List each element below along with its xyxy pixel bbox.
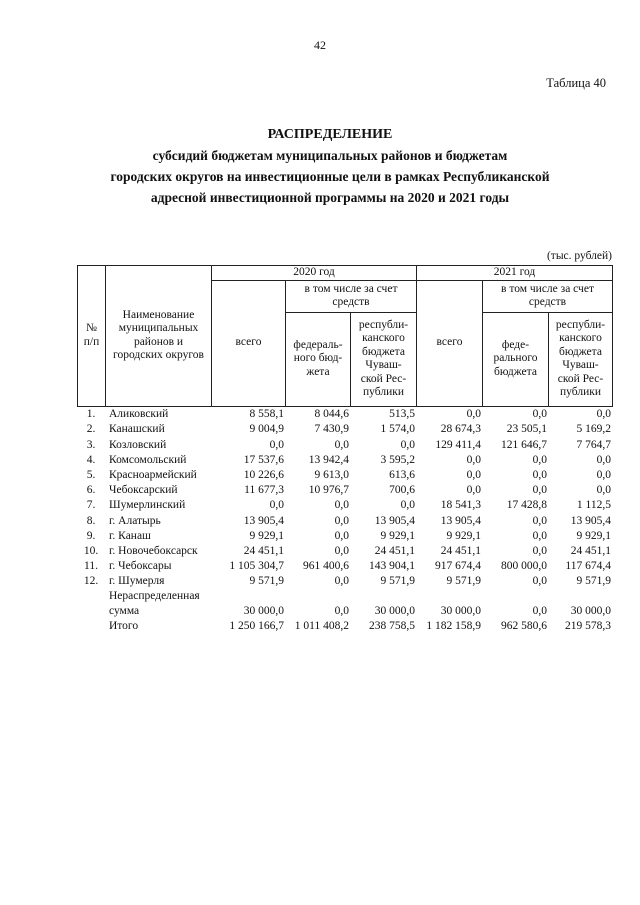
header-republic-line: Чуваш- — [562, 359, 599, 371]
header-republic-line: ской Рес- — [360, 372, 407, 385]
table-row — [77, 483, 612, 498]
cell-federal-2021: 0,0 — [532, 453, 547, 466]
cell-num: 11. — [84, 560, 98, 573]
unallocated-name-line: сумма — [109, 605, 140, 618]
cell-name: г. Чебоксары — [109, 560, 172, 573]
cell-republic-2021: 30 000,0 — [570, 605, 611, 618]
summary-rows — [77, 589, 612, 634]
cell-total-2020: 1 105 304,7 — [229, 560, 284, 573]
header-year-2020: 2020 год — [212, 266, 417, 281]
cell-num: 6. — [86, 484, 96, 497]
header-incl-line: средств — [528, 296, 567, 308]
cell-num — [77, 589, 105, 619]
cell-federal-2020: 13 942,4 — [308, 453, 349, 466]
cell-name: Комсомольский — [109, 453, 187, 466]
header-name-line: муниципальных — [118, 322, 199, 335]
header-republic-line: канского — [559, 332, 602, 344]
unallocated-name-line: Нераспределенная — [109, 590, 200, 603]
cell-total-2020: 17 537,6 — [243, 453, 284, 466]
cell-total-2021: 0,0 — [466, 484, 481, 497]
table-label: Таблица 40 — [546, 76, 606, 90]
cell-republic-2021: 9 571,9 — [576, 575, 611, 588]
cell-name: г. Канаш — [109, 529, 151, 542]
table-header — [77, 265, 613, 407]
document-title — [60, 124, 600, 208]
cell-total-2021: 30 000,0 — [440, 605, 481, 618]
table-row — [77, 422, 612, 437]
cell-federal-2020: 0,0 — [334, 575, 349, 588]
cell-republic-2021: 117 674,4 — [565, 560, 611, 573]
cell-federal-2020: 961 400,6 — [303, 560, 349, 573]
header-federal-line: рального — [493, 352, 538, 365]
cell-total-2021: 129 411,4 — [435, 438, 481, 451]
cell-name: Шумерлинский — [109, 499, 186, 512]
cell-federal-2021: 17 428,8 — [506, 499, 547, 512]
header-republic-line: публики — [560, 386, 601, 398]
cell-name: Итого — [109, 620, 139, 633]
cell-name — [105, 589, 211, 619]
cell-total-2020: 9 929,1 — [249, 529, 284, 542]
cell-name: Красноармейский — [109, 468, 197, 481]
cell-federal-2020: 0,0 — [334, 514, 349, 527]
cell-total-2020: 0,0 — [269, 438, 284, 451]
title-line-2: городских округов на инвестиционные цели в рамках Республиканской — [110, 169, 550, 184]
table-row — [77, 468, 612, 483]
table-row — [77, 529, 612, 544]
cell-num: 2. — [86, 423, 96, 436]
header-incl-2020 — [286, 280, 417, 312]
header-federal-line: ного бюд- — [293, 352, 343, 365]
cell-total-2020: 13 905,4 — [243, 514, 284, 527]
header-republic-line: республи- — [555, 318, 606, 331]
cell-republic-2021: 1 112,5 — [576, 499, 611, 512]
cell-num: 5. — [86, 468, 96, 481]
cell-total-2020: 8 558,1 — [249, 408, 284, 421]
header-name-line: городских округов — [113, 349, 204, 362]
cell-name: г. Шумерля — [109, 575, 165, 588]
cell-federal-2021: 0,0 — [532, 529, 547, 542]
header-republic-2021 — [549, 312, 613, 406]
cell-federal-2020: 0,0 — [334, 529, 349, 542]
table-row — [77, 407, 612, 422]
cell-federal-2020: 10 976,7 — [308, 484, 349, 497]
cell-total-2021: 0,0 — [466, 408, 481, 421]
header-republic-line: бюджета — [362, 345, 405, 358]
total-row — [77, 619, 612, 634]
header-num-line: № — [86, 322, 97, 335]
cell-republic-2021: 0,0 — [596, 484, 611, 497]
cell-num: 3. — [86, 438, 96, 451]
header-incl-line: в том числе за счет — [304, 282, 398, 295]
cell-republic-2021: 0,0 — [596, 408, 611, 421]
units-note: (тыс. рублей) — [546, 250, 612, 262]
header-year-2021: 2021 год — [417, 266, 613, 281]
header-federal-line: бюджета — [494, 365, 537, 378]
header-total-2020: всего — [212, 280, 286, 406]
cell-total-2020: 9 004,9 — [249, 423, 284, 436]
table-row — [77, 498, 612, 513]
cell-federal-2020: 7 430,9 — [314, 423, 349, 436]
header-num-line: п/п — [83, 335, 100, 348]
cell-total-2021: 18 541,3 — [440, 499, 481, 512]
cell-federal-2020: 0,0 — [334, 438, 349, 451]
header-federal-line: жета — [306, 365, 330, 378]
cell-federal-2021: 23 505,1 — [506, 423, 547, 436]
cell-num: 9. — [86, 529, 96, 542]
cell-name: Аликовский — [109, 408, 169, 421]
cell-federal-2021: 0,0 — [532, 408, 547, 421]
header-num — [78, 266, 106, 407]
cell-republic-2021: 24 451,1 — [570, 544, 611, 557]
cell-federal-2020: 9 613,0 — [314, 468, 349, 481]
header-republic-line: ской Рес- — [557, 372, 604, 385]
cell-total-2021: 917 674,4 — [435, 560, 481, 573]
cell-total-2021: 24 451,1 — [440, 544, 481, 557]
cell-republic-2020: 3 595,2 — [380, 453, 415, 466]
cell-total-2021: 13 905,4 — [440, 514, 481, 527]
data-rows — [77, 407, 612, 589]
cell-federal-2020: 0,0 — [334, 499, 349, 512]
cell-name: Канашский — [109, 423, 165, 436]
cell-federal-2020: 0,0 — [334, 544, 349, 557]
cell-republic-2020: 1 574,0 — [380, 423, 415, 436]
cell-republic-2020: 30 000,0 — [374, 605, 415, 618]
table-row — [77, 437, 612, 452]
cell-republic-2020: 238 758,5 — [369, 620, 415, 633]
cell-federal-2021: 0,0 — [532, 514, 547, 527]
cell-republic-2021: 9 929,1 — [576, 529, 611, 542]
header-incl-line: средств — [332, 296, 370, 308]
cell-republic-2021: 13 905,4 — [570, 514, 611, 527]
cell-num — [77, 619, 105, 634]
cell-republic-2020: 0,0 — [400, 499, 415, 512]
cell-total-2020: 11 677,3 — [244, 484, 284, 497]
header-name-line: районов и — [133, 335, 184, 348]
cell-total-2020: 1 250 166,7 — [229, 620, 284, 633]
cell-republic-2021: 5 169,2 — [576, 423, 611, 436]
cell-total-2020: 10 226,6 — [243, 468, 284, 481]
cell-num: 12. — [83, 575, 99, 588]
cell-republic-2020: 700,6 — [389, 484, 415, 497]
cell-num: 4. — [86, 453, 96, 466]
unallocated-row — [77, 589, 612, 619]
cell-total-2021: 28 674,3 — [440, 423, 481, 436]
cell-total-2021: 9 929,1 — [446, 529, 481, 542]
cell-name: Козловский — [109, 438, 167, 451]
header-federal-line: федераль- — [293, 338, 343, 351]
cell-federal-2021: 800 000,0 — [501, 560, 547, 573]
cell-federal-2021: 121 646,7 — [501, 438, 547, 451]
cell-federal-2021: 0,0 — [532, 484, 547, 497]
cell-republic-2020: 9 929,1 — [380, 529, 415, 542]
header-republic-line: Чуваш- — [365, 359, 402, 371]
cell-total-2021: 9 571,9 — [446, 575, 481, 588]
header-total-2021: всего — [417, 280, 483, 406]
cell-republic-2021: 219 578,3 — [565, 620, 611, 633]
cell-num: 8. — [86, 514, 96, 527]
cell-federal-2020: 8 044,6 — [314, 408, 349, 421]
cell-total-2020: 30 000,0 — [243, 605, 284, 618]
cell-num: 10. — [83, 544, 99, 557]
cell-total-2021: 0,0 — [466, 468, 481, 481]
header-federal-2020 — [286, 312, 351, 406]
cell-republic-2020: 24 451,1 — [374, 544, 415, 557]
cell-federal-2021: 962 580,6 — [501, 620, 547, 633]
cell-total-2020: 24 451,1 — [243, 544, 284, 557]
title-line-1: субсидий бюджетам муниципальных районов и бюджетам — [152, 148, 508, 163]
cell-republic-2021: 7 764,7 — [576, 438, 611, 451]
cell-republic-2020: 613,6 — [389, 468, 415, 481]
cell-total-2020: 0,0 — [269, 499, 284, 512]
header-federal-line: феде- — [501, 338, 530, 351]
header-incl-2021 — [483, 280, 613, 312]
cell-republic-2020: 13 905,4 — [374, 514, 415, 527]
header-republic-2020 — [351, 312, 417, 406]
cell-republic-2020: 0,0 — [400, 438, 415, 451]
cell-total-2021: 0,0 — [466, 453, 481, 466]
cell-total-2021: 1 182 158,9 — [426, 620, 481, 633]
cell-federal-2021: 0,0 — [532, 605, 547, 618]
cell-republic-2020: 143 904,1 — [369, 560, 415, 573]
cell-republic-2020: 9 571,9 — [380, 575, 415, 588]
header-incl-line: в том числе за счет — [501, 282, 594, 295]
header-federal-2021 — [483, 312, 549, 406]
cell-republic-2021: 0,0 — [596, 468, 611, 481]
table-row — [77, 453, 612, 468]
cell-name: Чебоксарский — [109, 484, 178, 497]
cell-republic-2021: 0,0 — [596, 453, 611, 466]
header-name-line: Наименование — [122, 308, 195, 321]
table-row — [77, 574, 612, 589]
cell-name: г. Алатырь — [109, 514, 161, 527]
cell-total-2020: 9 571,9 — [249, 575, 284, 588]
header-republic-line: канского — [362, 332, 405, 344]
cell-federal-2021: 0,0 — [532, 575, 547, 588]
cell-republic-2020: 513,5 — [389, 408, 415, 421]
table-row — [77, 513, 612, 528]
table-row — [77, 544, 612, 559]
header-republic-line: бюджета — [559, 345, 602, 358]
title-line-3: адресной инвестиционной программы на 2020 и 2021 годы — [150, 190, 510, 205]
title-main: РАСПРЕДЕЛЕНИЕ — [267, 127, 393, 142]
cell-num: 1. — [86, 408, 96, 421]
cell-federal-2021: 0,0 — [532, 468, 547, 481]
header-name — [106, 266, 212, 407]
table-row — [77, 559, 612, 574]
cell-federal-2021: 0,0 — [532, 544, 547, 557]
header-republic-line: республи- — [358, 318, 409, 331]
cell-num: 7. — [86, 499, 96, 512]
page-number: 42 — [314, 38, 326, 52]
cell-federal-2020: 1 011 408,2 — [294, 620, 349, 633]
header-republic-line: публики — [363, 386, 404, 398]
cell-federal-2020: 0,0 — [334, 605, 349, 618]
data-table — [77, 407, 612, 634]
cell-name: г. Новочебоксарск — [109, 544, 198, 557]
